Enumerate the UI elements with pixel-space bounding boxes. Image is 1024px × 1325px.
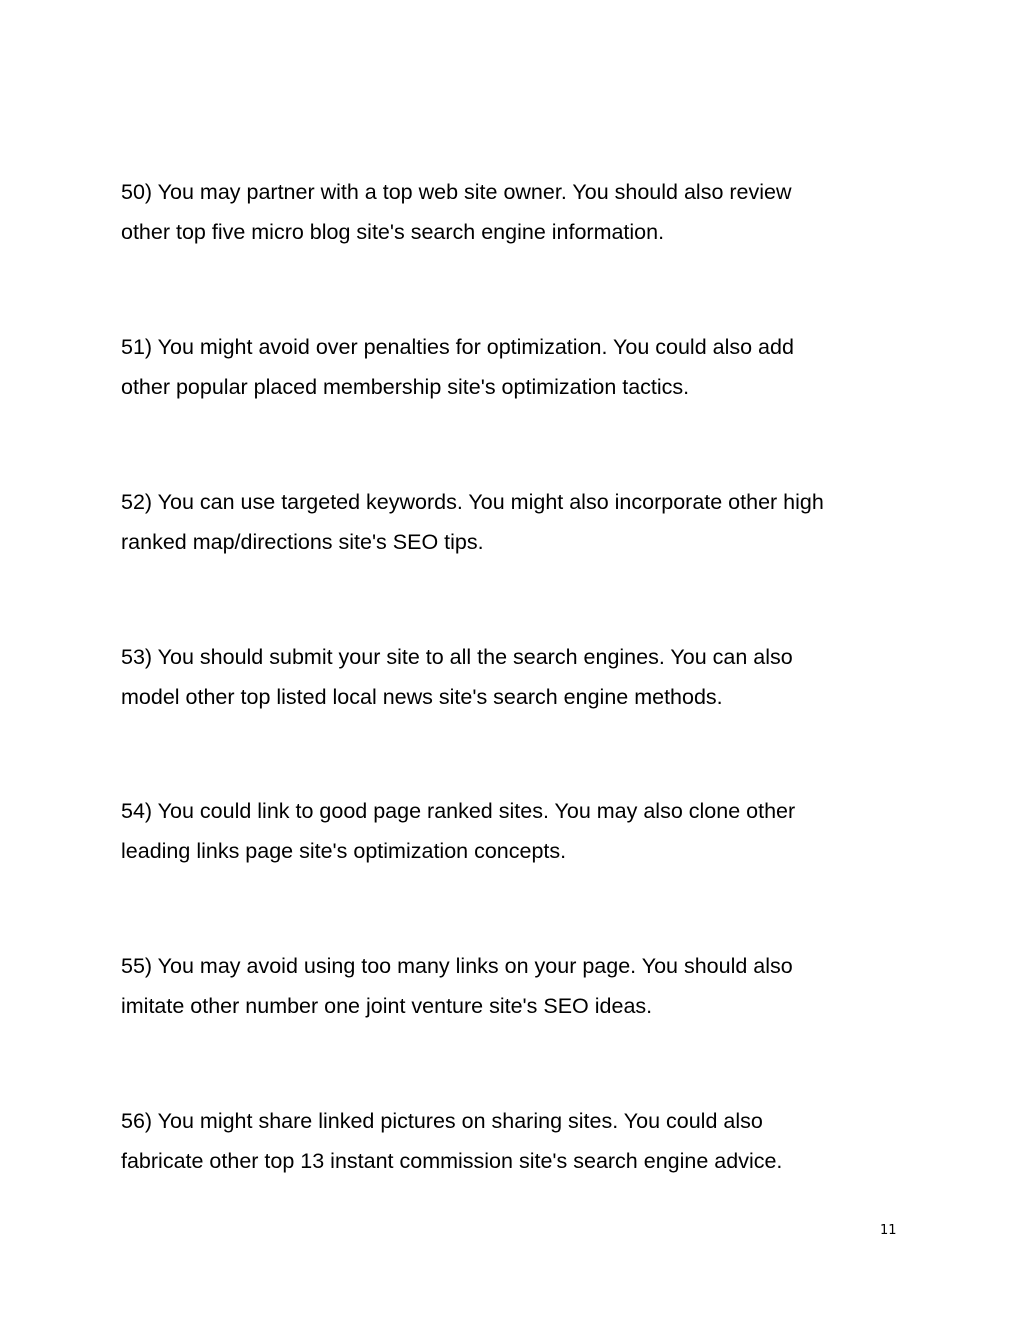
paragraph-50 (121, 172, 911, 252)
paragraph-53 (121, 637, 911, 717)
paragraph-line: 51) You might avoid over penalties for optimization. You could also add (121, 335, 794, 359)
paragraph-line: fabricate other top 13 instant commission site's search engine advice. (121, 1149, 783, 1173)
page-number: 11 (880, 1223, 897, 1238)
paragraph-line: 56) You might share linked pictures on sharing sites. You could also (121, 1109, 763, 1133)
paragraph-55 (121, 946, 911, 1026)
paragraph-line: other top five micro blog site's search engine information. (121, 220, 665, 244)
paragraph-52 (121, 482, 911, 562)
paragraph-line: 53) You should submit your site to all the search engines. You can also (121, 645, 793, 669)
paragraph-line: 50) You may partner with a top web site owner. You should also review (121, 180, 792, 204)
paragraph-line: 52) You can use targeted keywords. You might also incorporate other high (121, 490, 824, 514)
paragraph-54 (121, 791, 911, 871)
paragraph-line: 54) You could link to good page ranked sites. You may also clone other (121, 799, 796, 823)
paragraph-51 (121, 327, 911, 407)
paragraph-line: ranked map/directions site's SEO tips. (121, 530, 484, 554)
paragraph-line: other popular placed membership site's optimization tactics. (121, 375, 690, 399)
paragraph-line: model other top listed local news site's search engine methods. (121, 685, 723, 709)
paragraph-line: imitate other number one joint venture site's SEO ideas. (121, 994, 653, 1018)
paragraph-line: leading links page site's optimization concepts. (121, 839, 567, 863)
paragraph-line: 55) You may avoid using too many links on your page. You should also (121, 954, 793, 978)
paragraph-56 (121, 1101, 911, 1181)
